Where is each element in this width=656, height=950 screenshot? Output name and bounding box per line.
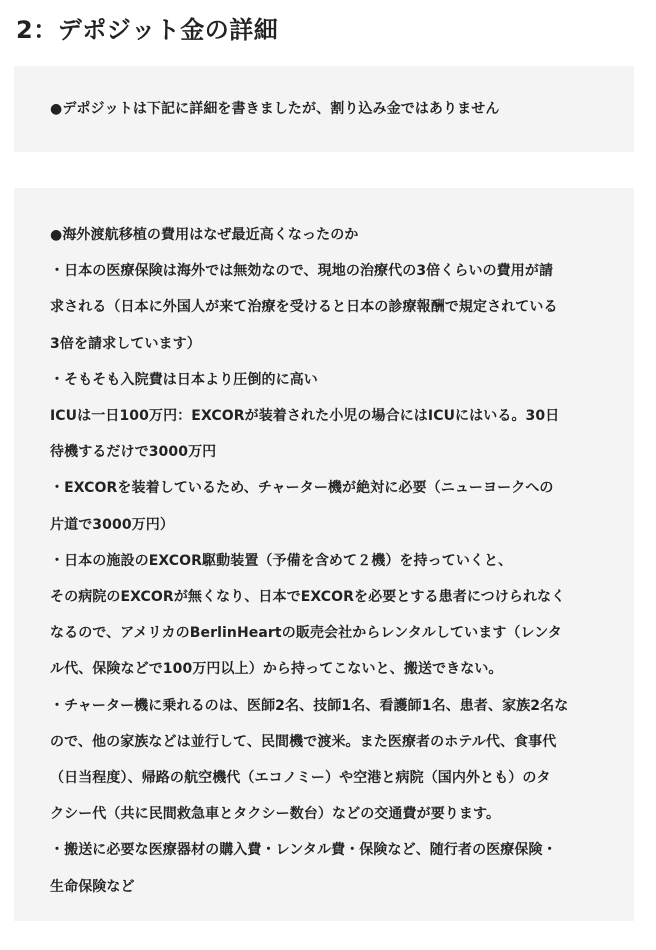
cost-line: ル代、保険などで100万円以上）から持ってこないと、搬送できない。 xyxy=(50,661,503,678)
cost-line: なるので、アメリカのBerlinHeartの販売会社からレンタルしています（レンタ xyxy=(50,625,562,642)
cost-line: クシー代（共に民間救急車とタクシー数台）などの交通費が要ります。 xyxy=(50,806,501,823)
deposit-note-box xyxy=(14,66,634,152)
cost-line: （日当程度）、帰路の航空機代（エコノミー）や空港と病院（国内外とも）のタ xyxy=(50,770,551,787)
cost-explanation-box xyxy=(14,188,634,921)
cost-line: 3倍を請求しています） xyxy=(50,335,201,352)
section-title: 2：デポジット金の詳細 xyxy=(16,16,279,44)
cost-line: 求される（日本に外国人が来て治療を受けると日本の診療報酬で規定されている xyxy=(50,299,558,316)
cost-line: ●海外渡航移植の費用はなぜ最近高くなったのか xyxy=(50,227,359,243)
cost-line: ・搬送に必要な医療器材の購入費・レンタル費・保険など、随行者の医療保険・ xyxy=(50,842,557,859)
cost-line: 生命保険など xyxy=(50,878,135,895)
cost-line: ・日本の施設のEXCOR駆動装置（予備を含めて２機）を持っていくと、 xyxy=(50,552,513,569)
cost-line: ICUは一日100万円：EXCORが装着された小児の場合にはICUにはいる。30日 xyxy=(50,408,560,425)
cost-line: その病院のEXCORが無くなり、日本でEXCORを必要とする患者につけられなく xyxy=(50,589,566,606)
cost-line: ・チャーター機に乗れるのは、医師2名、技師1名、看護師1名、患者、家族2名な xyxy=(50,697,569,714)
cost-line: 待機するだけで3000万円 xyxy=(50,444,217,461)
cost-line: ・EXCORを装着しているため、チャーター機が絶対に必要（ニューヨークへの xyxy=(50,480,554,497)
cost-line: 片道で3000万円） xyxy=(50,516,174,533)
cost-line: ので、他の家族などは並行して、民間機で渡米。また医療者のホテル代、食事代 xyxy=(50,733,557,750)
cost-line: ・日本の医療保険は海外では無効なので、現地の治療代の3倍くらいの費用が請 xyxy=(50,263,554,280)
deposit-note-text: ●デポジットは下記に詳細を書きましたが、割り込み金ではありません xyxy=(50,101,500,117)
cost-line: ・そもそも入院費は日本より圧倒的に高い xyxy=(50,371,318,388)
